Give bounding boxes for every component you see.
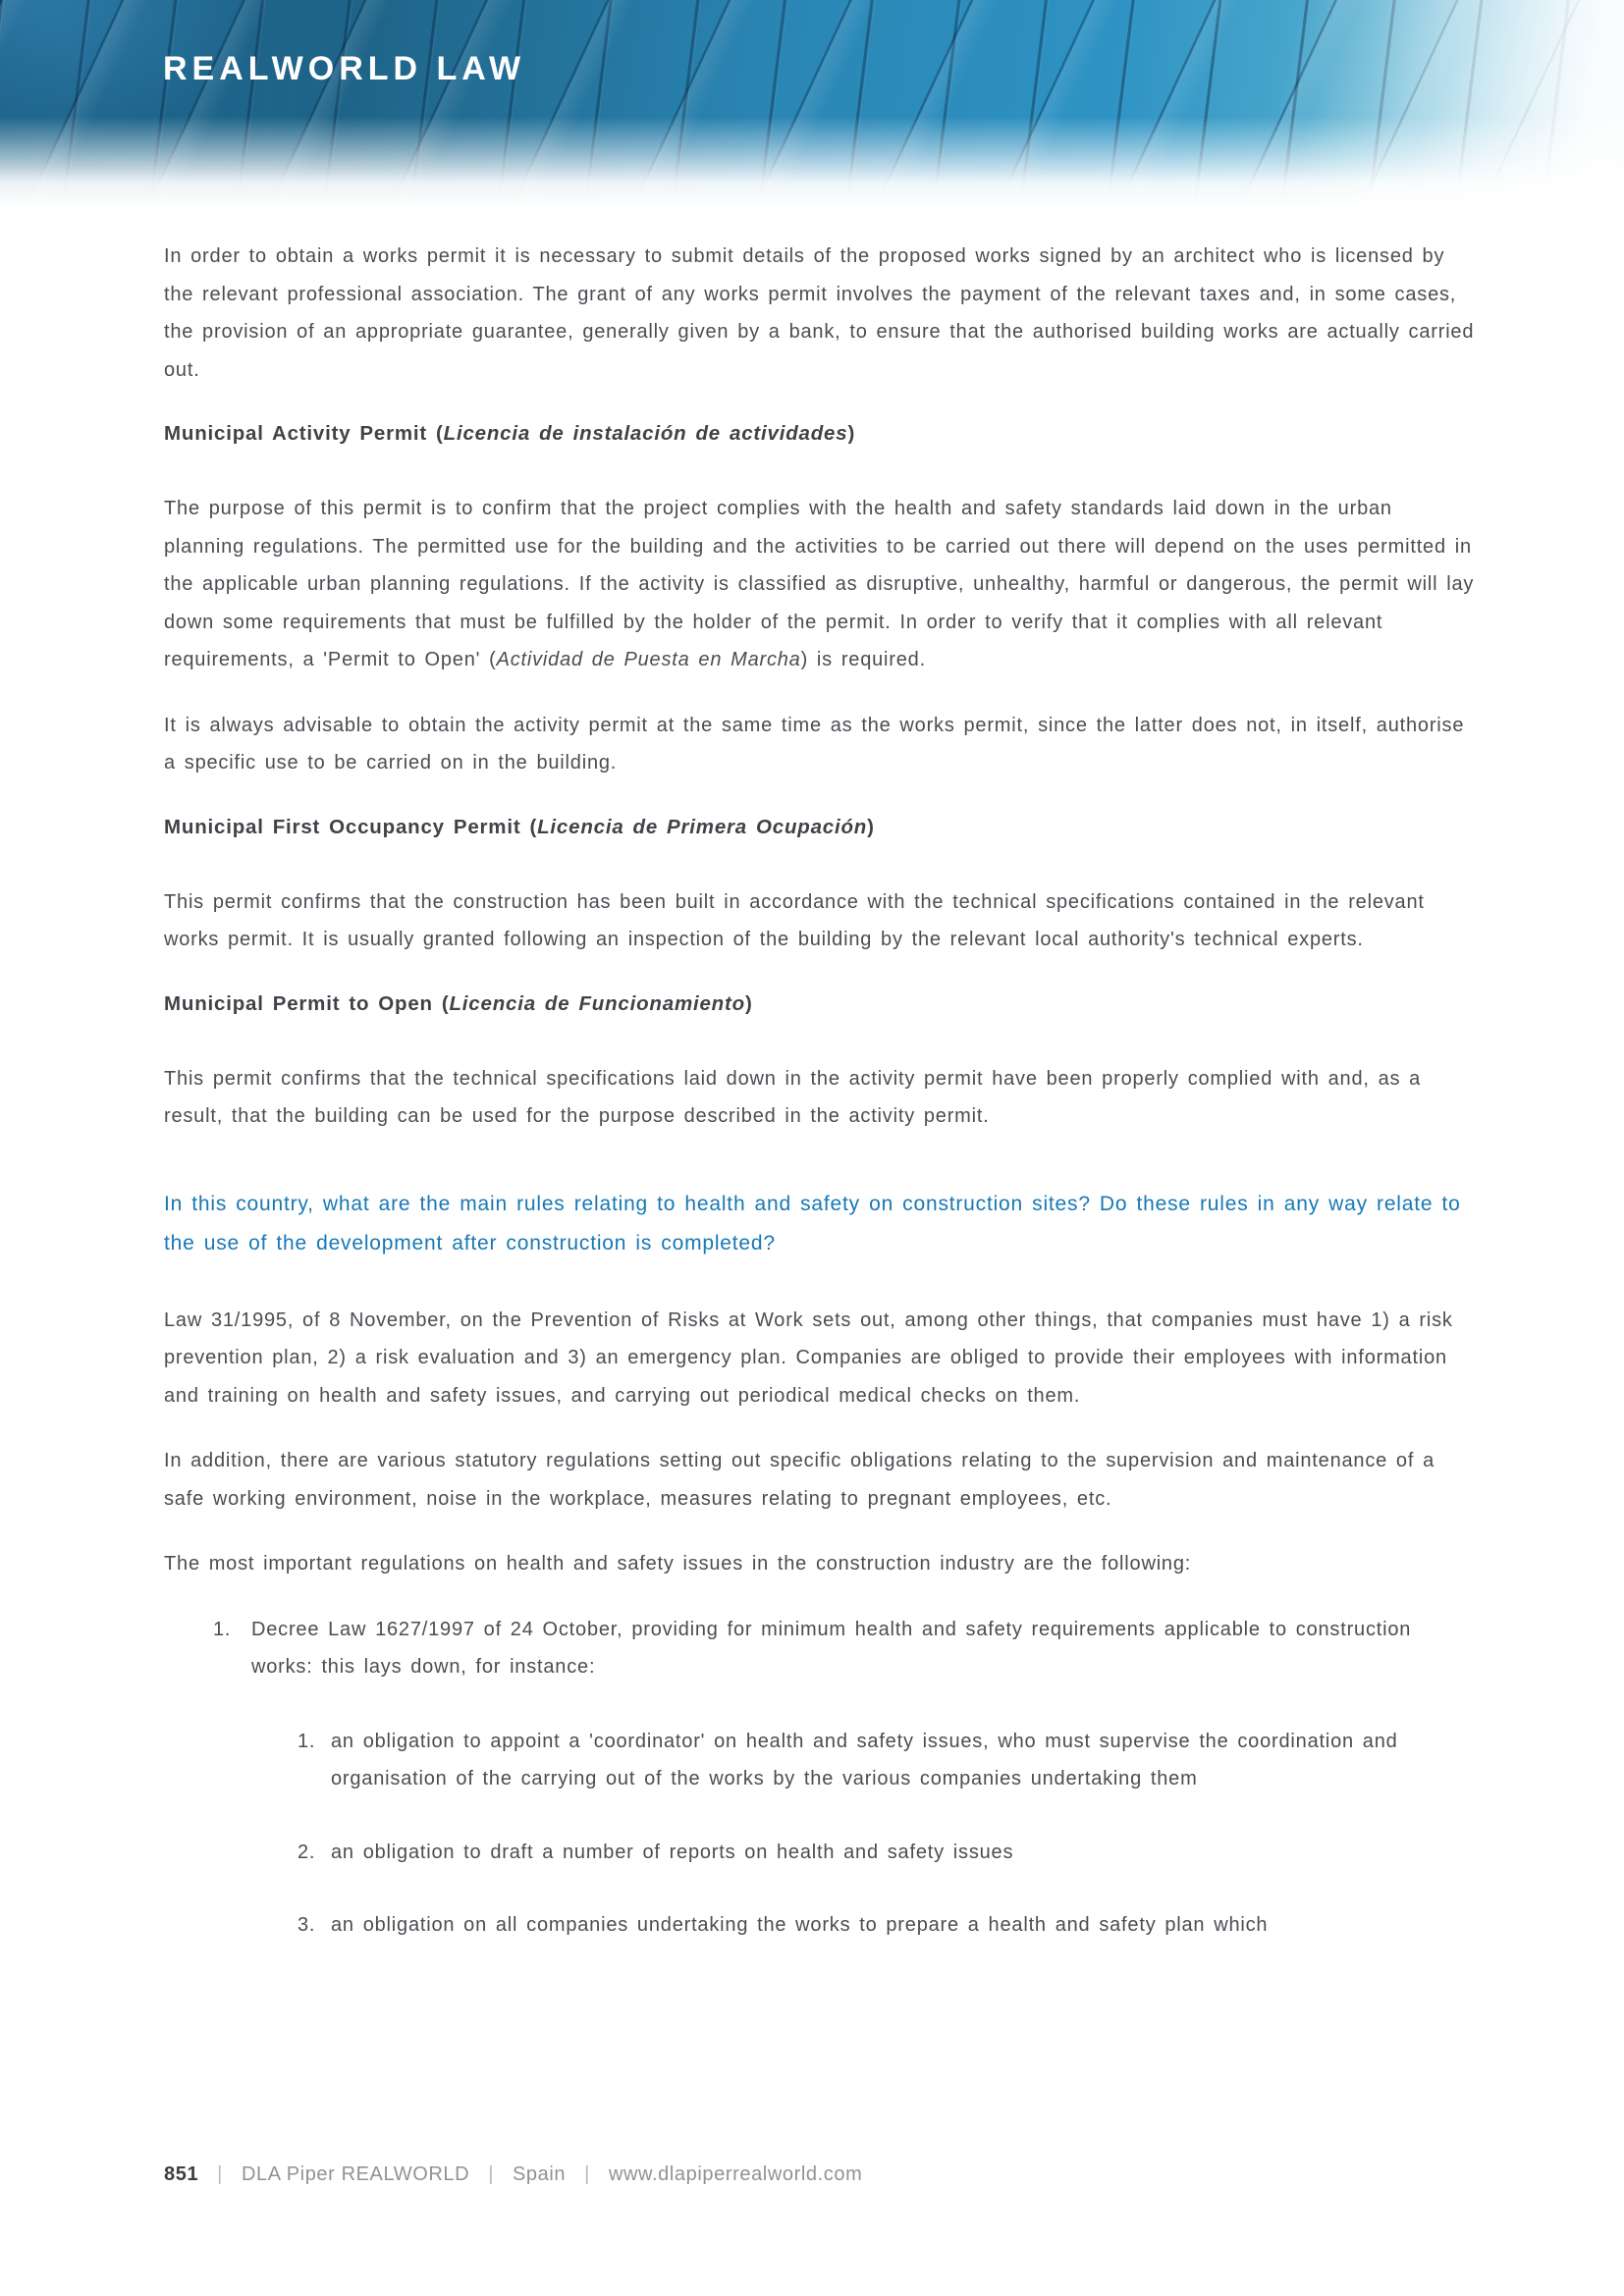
heading-text: ) (744, 991, 753, 1015)
paragraph-most-important: The most important regulations on health and safety issues in the construction industry are the following: (164, 1553, 1192, 1575)
paragraph-statutory-regulations: In addition, there are various statutory regulations setting out specific obligations relating to the supervision and maintenance of a safe working environment, noise in the workplace, measures relating to pregnant employees, etc. (164, 1450, 1435, 1510)
paragraph-advisable: It is always advisable to obtain the activity permit at the same time as the works permit, since the latter does not, in itself, authorise a specific use to be carried on in the building. (164, 714, 1465, 774)
question-heading-health-safety: In this country, what are the main rules relating to health and safety on construction sites? Do these rules in any way relate to the use of the development after construction is completed? (164, 1192, 1461, 1255)
footer-separator: | (217, 2163, 223, 2185)
heading-spanish-term: Licencia de instalación de actividades (443, 422, 848, 445)
numbered-sublist-obligations (164, 1723, 1481, 1945)
paragraph-text: ) is required. (800, 649, 926, 670)
page-number: 851 (164, 2163, 199, 2185)
list-item-number: 2. (298, 1841, 316, 1863)
heading-permit-to-open (164, 989, 1481, 1019)
heading-text: Municipal Activity Permit ( (164, 422, 444, 445)
list-item-text: an obligation on all companies undertaking the works to prepare a health and safety plan which (331, 1914, 1269, 1936)
list-item-coordinator (298, 1723, 1481, 1798)
heading-municipal-activity-permit (164, 419, 1481, 449)
footer-separator: | (488, 2163, 494, 2185)
list-item-number: 3. (298, 1914, 316, 1936)
heading-spanish-term: Licencia de Primera Ocupación (537, 815, 868, 838)
heading-first-occupancy-permit (164, 813, 1481, 842)
heading-text: ) (847, 422, 856, 445)
paragraph-works-permit: In order to obtain a works permit it is necessary to submit details of the proposed works signed by an architect who is licensed by the relevant professional association. The grant of any works permit involves the payment of the relevant taxes and, in some cases, the provision of an appropriate guarantee, generally given by a bank, to ensure that the authorised building works are actually carried out. (164, 245, 1475, 381)
brand-title: REALWORLD LAW (163, 50, 526, 87)
page-header-photo (0, 0, 1624, 208)
list-item-decree-law (213, 1611, 1481, 1686)
page-footer (164, 2160, 862, 2189)
list-item-text: an obligation to appoint a 'coordinator' on health and safety issues, who must supervise the coordination and organisation of the carrying out of the works by the various companies undertaking them (331, 1730, 1398, 1789)
paragraph-activity-purpose (164, 490, 1481, 679)
footer-website-link[interactable]: www.dlapiperrealworld.com (608, 2163, 863, 2185)
list-item-text: Decree Law 1627/1997 of 24 October, providing for minimum health and safety requirements applicable to construction works: this lays down, for instance: (251, 1618, 1412, 1678)
footer-country: Spain (512, 2163, 567, 2185)
heading-text: Municipal First Occupancy Permit ( (164, 815, 538, 838)
list-item-number: 1. (213, 1618, 232, 1640)
footer-brand: DLA Piper REALWORLD (241, 2163, 470, 2185)
document-body (0, 208, 1624, 1945)
list-item-number: 1. (298, 1730, 316, 1752)
list-item-reports (298, 1834, 1481, 1872)
paragraph-permit-to-open: This permit confirms that the technical specifications laid down in the activity permit have been properly complied with and, as a result, that the building can be used for the purpose described in the activity permit. (164, 1067, 1422, 1127)
list-item-safety-plan (298, 1906, 1481, 1945)
heading-text: Municipal Permit to Open ( (164, 991, 450, 1015)
paragraph-text: The purpose of this permit is to confirm that the project complies with the health and safety standards laid down in the urban planning regulations. The permitted use for the building and the activities to be carried out there will depend on the uses permitted in the applicable urban planning regulations. If the activity is classified as disruptive, unhealthy, harmful or dangerous, the permit will lay down some requirements that must be fulfilled by the holder of the permit. In order to verify that it complies with all relevant requirements, a 'Permit to Open' ( (164, 498, 1475, 670)
list-item-text: an obligation to draft a number of reports on health and safety issues (331, 1841, 1014, 1863)
spanish-term: Actividad de Puesta en Marcha (496, 649, 801, 670)
heading-text: ) (867, 815, 875, 838)
heading-spanish-term: Licencia de Funcionamiento (449, 991, 745, 1015)
footer-separator: | (584, 2163, 590, 2185)
paragraph-law-31-1995: Law 31/1995, of 8 November, on the Prevention of Risks at Work sets out, among other things, that companies must have 1) a risk prevention plan, 2) a risk evaluation and 3) an emergency plan. Companies are obliged to provide their employees with information and training on health and safety issues, and carrying out periodical medical checks on them. (164, 1308, 1453, 1407)
paragraph-first-occupancy: This permit confirms that the construction has been built in accordance with the technical specifications contained in the relevant works permit. It is usually granted following an inspection of the building by the relevant local authority's technical experts. (164, 890, 1425, 950)
numbered-list-regulations (164, 1611, 1481, 1686)
